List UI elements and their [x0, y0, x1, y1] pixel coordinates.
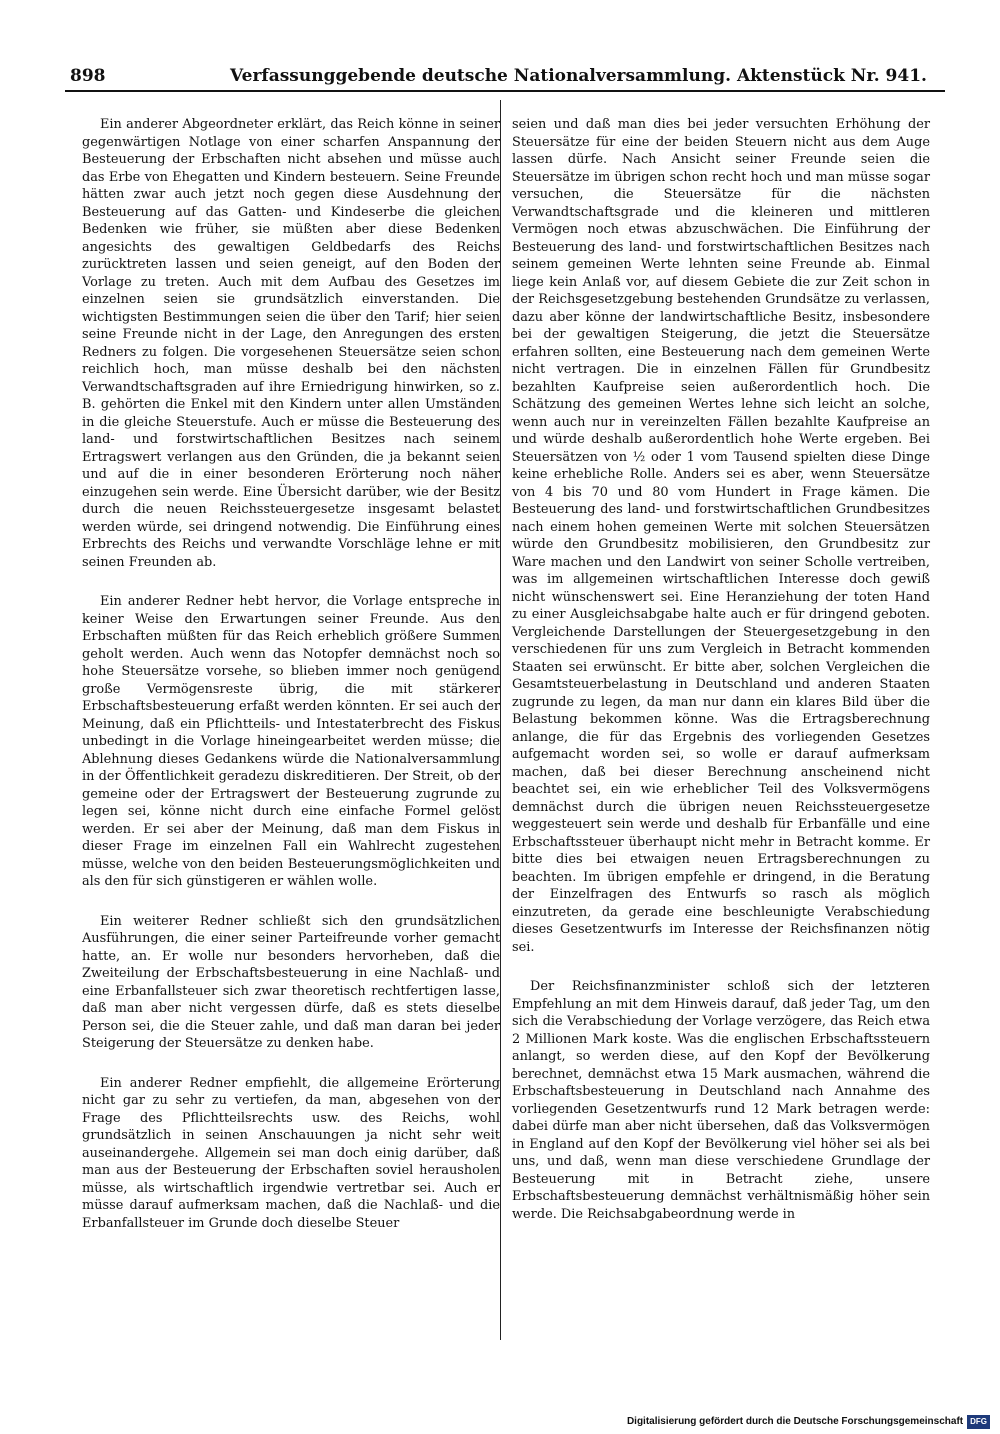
- paragraph: Ein anderer Redner hebt hervor, die Vorlage entspreche in keiner Weise den Erwartungen seiner Freunde. Aus den Erbschaften müßten für das Reich erheblich größere Summen geholt werden. Auch wenn das Notopfer demnächst noch so hohe Steuersätze vorsehe, so blieben immer noch genügend große Vermögensreste übrig, die mit stärkerer Erbschaftsbesteuerung erfaßt werden könnten. Er sei auch der Meinung, daß ein Pflichtteils- und Intestaterbrecht des Fiskus unbedingt in die Vorlage hineingearbeitet werden müsse; die Ablehnung dieses Gedankens würde die Nationalversammlung in der Öffentlichkeit geradezu diskreditieren. Der Streit, ob der gemeine oder der Ertragswert der Besteuerung zugrunde zu legen sei, könne nicht durch eine einfache Formel gelöst werden. Er sei aber der Meinung, daß man dem Fiskus in dieser Frage im einzelnen Fall ein Wahlrecht zugestehen müsse, welche von den beiden Besteuerungsmöglichkeiten und als den für sich günstigeren er wählen wolle.: [82, 594, 500, 889]
- column-divider: [500, 100, 501, 1340]
- left-column: [82, 116, 500, 1246]
- right-column: [512, 116, 930, 1237]
- page-title: Verfassunggebende deutsche Nationalversammlung. Aktenstück Nr. 941.: [230, 66, 927, 86]
- dfg-logo: DFG: [967, 1415, 990, 1429]
- page-header: [65, 64, 945, 92]
- footer-text: Digitalisierung gefördert durch die Deutsche Forschungsgemeinschaft: [626, 1416, 964, 1427]
- footer-credit: [627, 1413, 990, 1431]
- paragraph: Ein anderer Abgeordneter erklärt, das Reich könne in seiner gegenwärtigen Notlage von einer scharfen Anspannung der Besteuerung der Erbschaften nicht absehen und müsse auch das Erbe von Ehegatten und Kindern besteuern. Seine Freunde hätten zwar auch jetzt noch gegen diese Ausdehnung der Besteuerung auf das Gatten- und Kindeserbe die gleichen Bedenken wie früher, sie müßten aber diese Bedenken angesichts des gewaltigen Geldbedarfs des Reichs zurücktreten lassen und seien geneigt, auf den Boden der Vorlage zu treten. Auch mit dem Aufbau des Gesetzes im einzelnen seien sie grundsätzlich einverstanden. Die wichtigsten Bestimmungen seien die über den Tarif; hier seien seine Freunde nicht in der Lage, den Anregungen des ersten Redners zu folgen. Die vorgesehenen Steuersätze seien schon reichlich hoch, man müsse deshalb bei den nächsten Verwandtschaftsgraden auf ihre Erniedrigung hinwirken, so z. B. gehörten die Enkel mit den Kindern unter allen Umständen in die gleiche Steuerstufe. Auch er müsse die Besteuerung des land- und forstwirtschaftlichen Besitzes nach seinem Ertragswert verlangen aus den Gründen, die ja bekannt seien und auf die in einer besonderen Erörterung noch näher einzugehen sein werde. Eine Übersicht darüber, wie der Besitz durch die neuen Reichssteuergesetze insgesamt belastet werden würde, sei dringend notwendig. Die Einführung eines Erbrechts des Reichs und verwandte Vorschläge lehne er mit seinen Freunden ab.: [82, 117, 500, 570]
- paragraph: Ein anderer Redner empfiehlt, die allgemeine Erörterung nicht gar zu sehr zu vertiefen, da man, abgesehen von der Frage des Pflichtteilsrechts usw. des Reichs, wohl grundsätzlich in seinen Anschauungen ja nicht sehr weit auseinandergehe. Allgemein sei man doch einig darüber, daß man aus der Besteuerung der Erbschaften soviel herausholen müsse, als wirtschaftlich irgendwie vertretbar sei. Auch er müsse darauf aufmerksam machen, daß die Nachlaß- und die Erbanfallsteuer im Grunde doch dieselbe Steuer: [82, 1075, 500, 1231]
- paragraph: Der Reichsfinanzminister schloß sich der letzteren Empfehlung an mit dem Hinweis darauf, daß jeder Tag, um den sich die Verabschiedung der Vorlage verzögere, das Reich etwa 2 Millionen Mark koste. Was die englischen Erbschaftssteuern anlangt, so werden diese, auf den Kopf der Bevölkerung berechnet, demnächst etwa 15 Mark ausmachen, während die Erbschaftsbesteuerung in Deutschland nach Annahme des vorliegenden Gesetzentwurfs rund 12 Mark betragen werde: dabei dürfe man aber nicht übersehen, daß das Volksvermögen in England auf den Kopf der Bevölkerung viel höher sei als bei uns, und daß, wenn man diese verschiedene Grundlage der Besteuerung mit in Betracht ziehe, unsere Erbschaftsbesteuerung demnächst verhältnismäßig höher sein werde. Die Reichsabgabeordnung werde in: [512, 979, 930, 1222]
- page-number: 898: [70, 66, 106, 86]
- paragraph: seien und daß man dies bei jeder versuchten Erhöhung der Steuersätze für eine der beiden Steuern nicht aus dem Auge lassen dürfe. Nach Ansicht seiner Freunde seien die Steuersätze im übrigen schon recht hoch und man müsse sogar versuchen, die Steuersätze für die nächsten Verwandtschaftsgrade und die kleineren und mittleren Vermögen noch etwas abzuschwächen. Die Einführung der Besteuerung des land- und forstwirtschaftlichen Besitzes nach seinem gemeinen Werte lehnten seine Freunde ab. Einmal liege kein Anlaß vor, auf diesem Gebiete die zur Zeit schon in der Reichsgesetzgebung bestehenden Grundsätze zu verlassen, dazu aber könne der landwirtschaftliche Besitz, insbesondere bei der gewaltigen Steigerung, die jetzt die Steuersätze erfahren sollten, eine Besteuerung nach dem gemeinen Werte nicht vertragen. Die in einzelnen Fällen für Grundbesitz bezahlten Kaufpreise seien außerordentlich hoch. Die Schätzung des gemeinen Wertes lehne sich leicht an solche, wenn auch nur in vereinzelten Fällen bezahlte Kaufpreise an und würde deshalb außerordentlich hohe Werte ergeben. Bei Steuersätzen von ½ oder 1 vom Tausend spielten diese Dinge keine erhebliche Rolle. Anders sei es aber, wenn Steuersätze von 4 bis 70 und 80 vom Hundert in Frage kämen. Die Besteuerung des land- und forstwirtschaftlichen Grundbesitzes nach einem hohen gemeinen Werte mit solchen Steuersätzen würde den Grundbesitz mobilisieren, den Grundbesitz zur Ware machen und den Landwirt von seiner Scholle vertreiben, was im allgemeinen wirtschaftlichen Interesse doch gewiß nicht wünschenswert sei. Eine Heranziehung der toten Hand zu einer Ausgleichsabgabe halte auch er für dringend geboten. Vergleichende Darstellungen der Steuergesetzgebung in den verschiedenen für uns zum Vergleich in Betracht kommenden Staaten sei erwünscht. Er bitte aber, solchen Vergleichen die Gesamtsteuerbelastung in Deutschland und anderen Staaten zugrunde zu legen, da man nur dann ein klares Bild über die Belastung bekommen könne. Was die Ertragsberechnung anlange, die für das Ergebnis des vorliegenden Gesetzes aufgemacht worden sei, so wolle er darauf aufmerksam machen, daß bei dieser Berechnung anscheinend nicht beachtet sei, ein wie erheblicher Teil des Volksvermögens demnächst durch die übrigen neuen Reichssteuergesetze weggesteuert sein werde und deshalb für Erbanfälle und eine Erbschaftssteuer überhaupt nicht mehr in Betracht komme. Er bitte dies bei etwaigen neuen Ertragsberechnungen zu beachten. Im übrigen empfehle er dringend, in die Beratung der Einzelfragen des Entwurfs so rasch als möglich einzutreten, da gerade eine beschleunigte Verabschiedung dieses Gesetzentwurfs im Interesse der Reichsfinanzen nötig sei.: [512, 117, 930, 955]
- paragraph: Ein weiterer Redner schließt sich den grundsätzlichen Ausführungen, die einer seiner Parteifreunde vorher gemacht hatte, an. Er wolle nur besonders hervorheben, daß die Zweiteilung der Erbschaftsbesteuerung in eine Nachlaß- und eine Erbanfallsteuer sich zwar theoretisch rechtfertigen lasse, daß man aber nicht vergessen dürfe, daß es stets dieselbe Person sei, die die Steuer zahle, und daß man daran bei jeder Steigerung der Steuersätze zu denken habe.: [82, 913, 500, 1051]
